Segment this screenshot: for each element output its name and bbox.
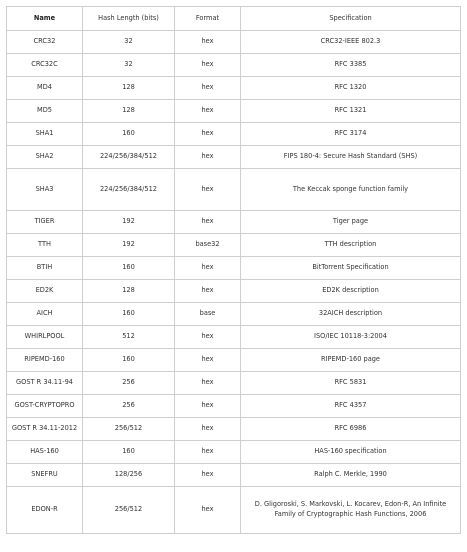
- table-row: [7, 146, 461, 169]
- cell-format: hex: [175, 418, 241, 441]
- cell-hash-length: 160: [83, 257, 175, 280]
- cell-name: SHA3: [7, 169, 83, 211]
- cell-name: HAS-160: [7, 441, 83, 464]
- cell-specification: ED2K description: [241, 280, 461, 303]
- cell-hash-length: 160: [83, 303, 175, 326]
- cell-format: hex: [175, 487, 241, 534]
- cell-name: CRC32C: [7, 54, 83, 77]
- cell-name: CRC32: [7, 31, 83, 54]
- cell-hash-length: 128: [83, 280, 175, 303]
- cell-specification: BitTorrent Specification: [241, 257, 461, 280]
- table-row: [7, 487, 461, 534]
- cell-name: GOST-CRYPTOPRO: [7, 395, 83, 418]
- cell-format: hex: [175, 123, 241, 146]
- cell-hash-length: 128: [83, 100, 175, 123]
- cell-specification: Tiger page: [241, 211, 461, 234]
- cell-name: WHIRLPOOL: [7, 326, 83, 349]
- cell-format: hex: [175, 349, 241, 372]
- cell-name: TTH: [7, 234, 83, 257]
- cell-specification: The Keccak sponge function family: [241, 169, 461, 211]
- cell-format: hex: [175, 77, 241, 100]
- table-body: [7, 31, 461, 534]
- cell-hash-length: 160: [83, 441, 175, 464]
- cell-format: hex: [175, 441, 241, 464]
- table-row: [7, 418, 461, 441]
- cell-format: hex: [175, 31, 241, 54]
- cell-hash-length: 192: [83, 211, 175, 234]
- cell-hash-length: 160: [83, 349, 175, 372]
- column-header-specification: Specification: [241, 7, 461, 31]
- cell-hash-length: 160: [83, 123, 175, 146]
- cell-format: hex: [175, 372, 241, 395]
- table-row: [7, 100, 461, 123]
- cell-specification: RFC 6986: [241, 418, 461, 441]
- cell-format: hex: [175, 54, 241, 77]
- cell-hash-length: 128/256: [83, 464, 175, 487]
- table-row: [7, 54, 461, 77]
- table-row: [7, 303, 461, 326]
- table-row: [7, 280, 461, 303]
- cell-format: hex: [175, 395, 241, 418]
- cell-name: GOST R 34.11-94: [7, 372, 83, 395]
- cell-specification: CRC32-IEEE 802.3: [241, 31, 461, 54]
- cell-specification: RFC 1320: [241, 77, 461, 100]
- column-header-format: Format: [175, 7, 241, 31]
- cell-format: hex: [175, 100, 241, 123]
- cell-name: MD4: [7, 77, 83, 100]
- table-row: [7, 257, 461, 280]
- cell-hash-length: 512: [83, 326, 175, 349]
- cell-specification: RFC 3385: [241, 54, 461, 77]
- cell-name: TIGER: [7, 211, 83, 234]
- table-row: [7, 395, 461, 418]
- cell-name: AICH: [7, 303, 83, 326]
- cell-name: EDON-R: [7, 487, 83, 534]
- cell-hash-length: 256/512: [83, 487, 175, 534]
- hash-function-table: [6, 6, 461, 534]
- cell-format: hex: [175, 280, 241, 303]
- hash-table-container: [6, 6, 460, 534]
- cell-name: SNEFRU: [7, 464, 83, 487]
- table-row: [7, 441, 461, 464]
- cell-specification: RFC 4357: [241, 395, 461, 418]
- cell-hash-length: 256: [83, 372, 175, 395]
- column-header-hash-length: Hash Length (bits): [83, 7, 175, 31]
- cell-specification: RFC 5831: [241, 372, 461, 395]
- cell-specification: RFC 1321: [241, 100, 461, 123]
- cell-name: BTIH: [7, 257, 83, 280]
- cell-specification: RIPEMD-160 page: [241, 349, 461, 372]
- cell-specification: HAS-160 specification: [241, 441, 461, 464]
- cell-specification: ISO/IEC 10118-3:2004: [241, 326, 461, 349]
- cell-hash-length: 256/512: [83, 418, 175, 441]
- table-row: [7, 464, 461, 487]
- cell-hash-length: 192: [83, 234, 175, 257]
- cell-name: SHA2: [7, 146, 83, 169]
- cell-name: ED2K: [7, 280, 83, 303]
- cell-format: hex: [175, 169, 241, 211]
- cell-format: hex: [175, 257, 241, 280]
- table-row: [7, 326, 461, 349]
- table-row: [7, 77, 461, 100]
- cell-hash-length: 32: [83, 31, 175, 54]
- table-row: [7, 211, 461, 234]
- cell-specification: 32AICH description: [241, 303, 461, 326]
- cell-specification: D. Gligoroski, S. Markovski, L. Kocarev, Edon-R, An Infinite Family of Cryptographic Hash Functions, 2006: [241, 487, 461, 534]
- cell-name: RIPEMD-160: [7, 349, 83, 372]
- header-row: [7, 7, 461, 31]
- cell-hash-length: 128: [83, 77, 175, 100]
- column-header-name: Name: [7, 7, 83, 31]
- cell-format: hex: [175, 211, 241, 234]
- table-row: [7, 169, 461, 211]
- table-header: [7, 7, 461, 31]
- cell-specification: FIPS 180-4: Secure Hash Standard (SHS): [241, 146, 461, 169]
- cell-format: base32: [175, 234, 241, 257]
- table-row: [7, 31, 461, 54]
- table-row: [7, 349, 461, 372]
- cell-hash-length: 224/256/384/512: [83, 146, 175, 169]
- cell-specification: RFC 3174: [241, 123, 461, 146]
- cell-specification: TTH description: [241, 234, 461, 257]
- cell-format: hex: [175, 146, 241, 169]
- cell-format: base: [175, 303, 241, 326]
- cell-format: hex: [175, 326, 241, 349]
- cell-name: GOST R 34.11-2012: [7, 418, 83, 441]
- cell-hash-length: 256: [83, 395, 175, 418]
- cell-name: MD5: [7, 100, 83, 123]
- table-row: [7, 234, 461, 257]
- table-row: [7, 372, 461, 395]
- table-row: [7, 123, 461, 146]
- cell-format: hex: [175, 464, 241, 487]
- cell-hash-length: 32: [83, 54, 175, 77]
- cell-specification: Ralph C. Merkle, 1990: [241, 464, 461, 487]
- cell-name: SHA1: [7, 123, 83, 146]
- cell-hash-length: 224/256/384/512: [83, 169, 175, 211]
